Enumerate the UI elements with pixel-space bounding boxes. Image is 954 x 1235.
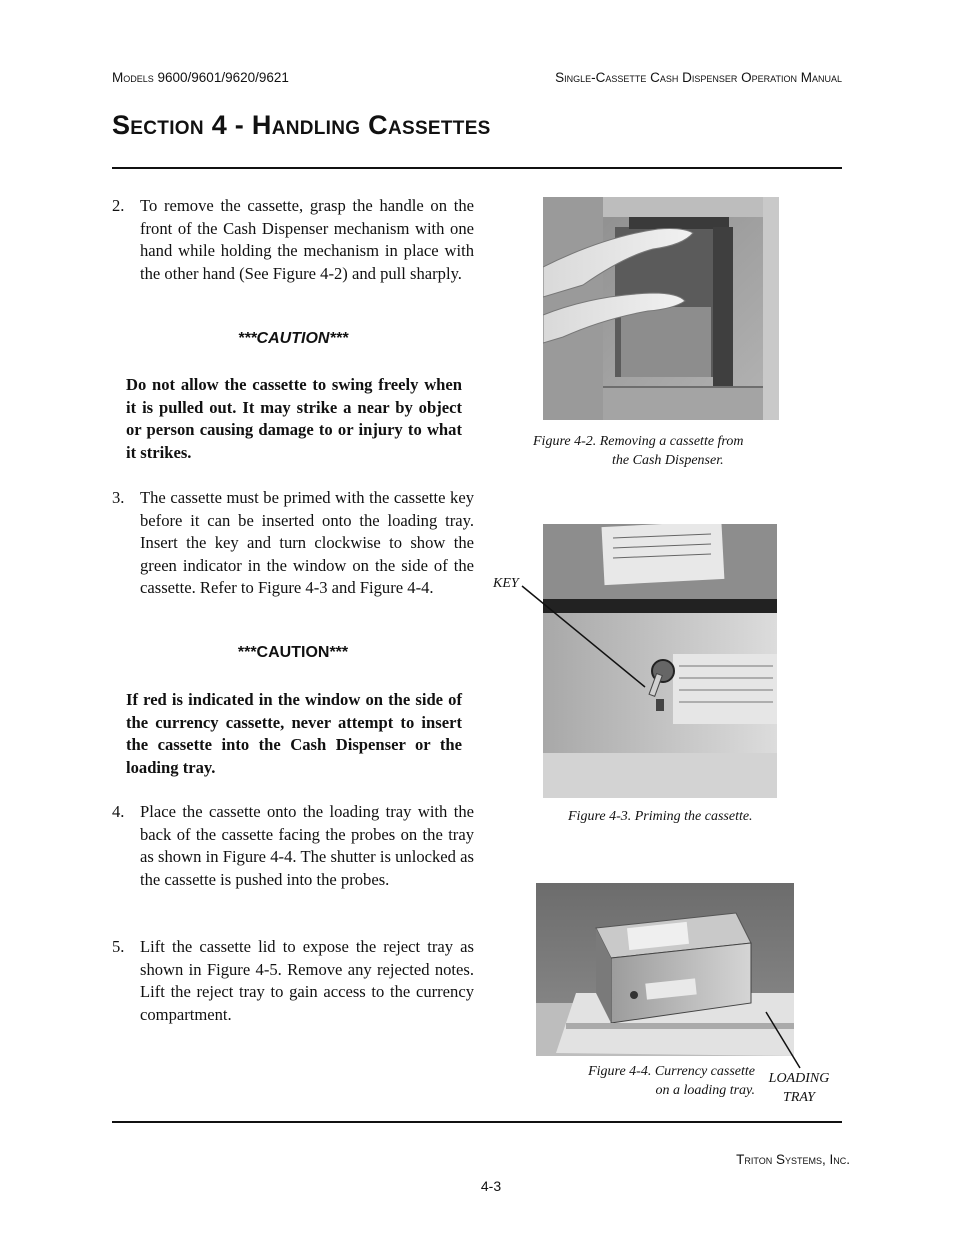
caution-text-2: If red is indicated in the window on the side of the currency cassette, never attempt to insert the cassette into the Cash Dispenser or the loading tray. (126, 690, 462, 777)
step-text: Lift the cassette lid to expose the reject tray as shown in Figure 4-5. Remove any rejected notes. Lift the reject tray to gain access to the currency compartment. (140, 937, 474, 1024)
figure-4-4-caption (545, 1062, 755, 1100)
caution-heading-2: ***CAUTION*** (237, 644, 349, 661)
loading-tray-callout-leader (764, 1010, 804, 1072)
callout-line: TRAY (783, 1090, 815, 1105)
step-text: The cassette must be primed with the cassette key before it can be inserted onto the loading tray. Insert the key and turn clockwise to show the green indicator in the window on the side of the cassette. Refer to Figure 4-3 and Figure 4-4. (140, 488, 474, 597)
step-2 (112, 195, 474, 310)
running-header-models: Models 9600/9601/9620/9621 (112, 70, 289, 85)
caution-heading-1: ***CAUTION*** (237, 330, 349, 347)
caution-text-1: Do not allow the cassette to swing freely when it is pulled out. It may strike a near by object or person causing damage to or injury to what it strikes. (126, 375, 462, 462)
step-number: 2. (112, 196, 125, 215)
figure-4-2-caption (533, 432, 783, 470)
footer-rule (112, 1121, 842, 1123)
running-header-manual-title: Single-Cassette Cash Dispenser Operation Manual (555, 70, 842, 85)
callout-line: LOADING (768, 1071, 830, 1086)
key-callout-label: KEY (493, 576, 519, 591)
figure-4-3-caption: Figure 4-3. Priming the cassette. (568, 809, 753, 824)
footer-company: Triton Systems, Inc. (736, 1152, 850, 1167)
loading-tray-callout-label (757, 1069, 841, 1107)
key-callout-leader (520, 584, 650, 694)
figure-4-2-photo (543, 197, 779, 420)
page-number: 4-3 (480, 1178, 502, 1194)
caption-line: Figure 4-2. Removing a cassette from (533, 434, 744, 449)
figure-4-4-photo (536, 883, 794, 1056)
step-5 (112, 936, 474, 1031)
caption-line: the Cash Dispenser. (612, 453, 724, 468)
caption-line: Figure 4-4. Currency cassette (588, 1064, 755, 1079)
step-4 (112, 801, 474, 916)
caption-line: on a loading tray. (655, 1083, 755, 1098)
header-rule (112, 167, 842, 169)
section-title: Section 4 - Handling Cassettes (112, 110, 491, 140)
step-text: To remove the cassette, grasp the handle on the front of the Cash Dispenser mechanism with one hand while holding the mechanism in place with the other hand (See Figure 4-2) and pull sharply. (140, 196, 474, 283)
step-number: 5. (112, 937, 125, 956)
step-number: 4. (112, 802, 125, 821)
step-number: 3. (112, 488, 125, 507)
step-text: Place the cassette onto the loading tray with the back of the cassette facing the probes on the tray as shown in Figure 4-4. The shutter is unlocked as the cassette is pushed into the probes. (140, 802, 474, 889)
step-3 (112, 487, 474, 627)
